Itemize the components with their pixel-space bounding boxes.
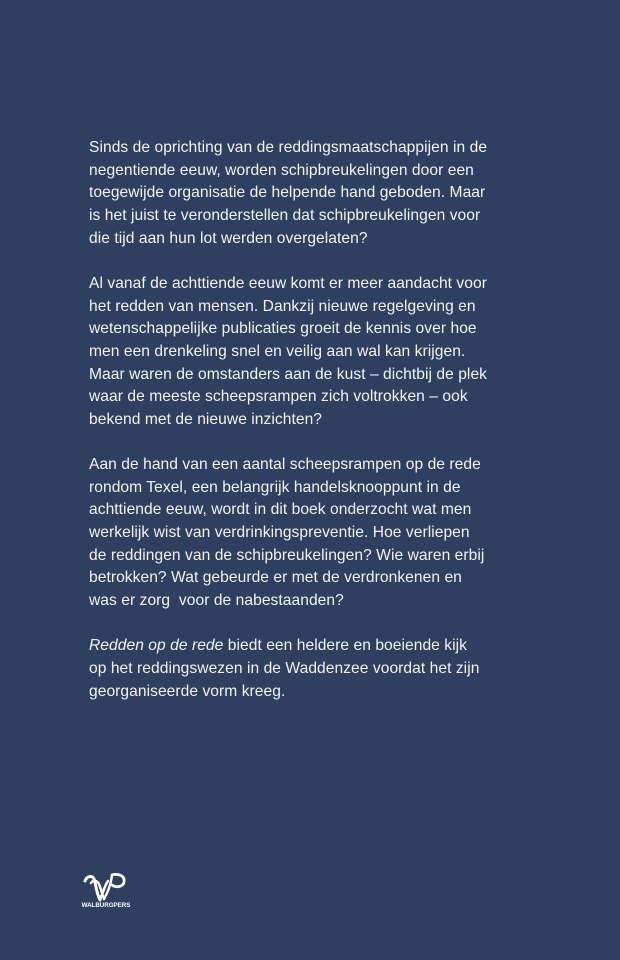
blurb-paragraph-1 [89, 137, 509, 250]
publisher-logo [80, 870, 132, 912]
book-title-italic: Redden op de rede [89, 637, 224, 655]
text-line: men een drenkeling snel en veilig aan wal kan krijgen. [89, 342, 466, 360]
blurb-paragraph-4 [89, 635, 509, 703]
text-line: wetenschappelijke publicaties groeit de kennis over hoe [89, 320, 477, 338]
text-line: Aan de hand van een aantal scheepsrampen op de rede [89, 456, 481, 474]
wp-monogram-icon [83, 872, 129, 903]
text-line: toegewijde organisatie de helpende hand geboden. Maar [89, 184, 486, 202]
text-line: Sinds de oprichting van de reddingsmaatschappijen in de [89, 139, 488, 156]
text-line [89, 635, 509, 658]
text-line: het redden van mensen. Dankzij nieuwe regelgeving en [89, 297, 476, 315]
text-line: waar de meeste scheepsrampen zich voltrokken – ook [89, 388, 468, 406]
text-line: op het reddingswezen in de Waddenzee voordat het zijn [89, 660, 480, 678]
text-line: de reddingen van de schipbreukelingen? Wie waren erbij [89, 546, 485, 564]
blurb-paragraph-2 [89, 273, 509, 432]
blurb-paragraph-3 [89, 454, 509, 613]
text-line: negentiende eeuw, worden schipbreukelingen door een [89, 161, 474, 179]
text-line: is het juist te veronderstellen dat schipbreukelingen voor [89, 206, 481, 224]
text-line: rondom Texel, een belangrijk handelsknooppunt in de [89, 478, 461, 496]
text-fragment: biedt een heldere en boeiende kijk [223, 637, 468, 655]
text-line: bekend met de nieuwe inzichten? [89, 410, 323, 428]
text-line: betrokken? Wat gebeurde er met de verdronkenen en [89, 569, 462, 587]
text-line: Maar waren de omstanders aan de kust – dichtbij de plek [89, 365, 488, 383]
text-line: was er zorg voor de nabestaanden? [89, 592, 344, 610]
blurb-text [89, 137, 509, 726]
text-line: die tijd aan hun lot werden overgelaten? [89, 229, 368, 247]
text-line: Al vanaf de achttiende eeuw komt er meer aandacht voor [89, 274, 487, 292]
text-line: georganiseerde vorm kreeg. [89, 682, 286, 700]
text-line: werkelijk wist van verdrinkingspreventie. Hoe verliepen [89, 524, 470, 542]
text-line: achttiende eeuw, wordt in dit boek onderzocht wat men [89, 501, 472, 519]
publisher-name: WALBURGPERS [81, 902, 131, 909]
